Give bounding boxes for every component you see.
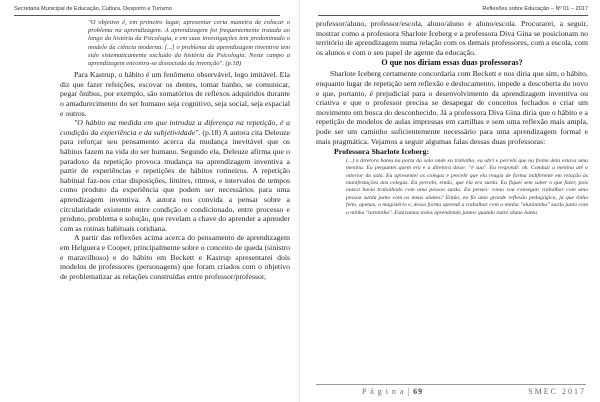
- paragraph-habit: Para Kastrup, o hábito é um fenômeno observável, logo imitável. Ela diz que fazer refeições, escovar os dentes, tomar banho, se comunicar, pegar ônibus, por exemplo, são somatórios de reflexos adquiridos durante o amadurecimento do ser humano seja cognitivo, seja social, seja espacial e outros.: [60, 70, 290, 118]
- left-body-column: [60, 19, 290, 380]
- right-running-head: Reflexões sobre Educação – Nº 01 – 2017: [318, 5, 588, 16]
- page-number-label: [362, 387, 423, 396]
- subheading-sharlote: Professora Sharlote Iceberg:: [334, 147, 430, 157]
- paragraph-deleuze: [60, 118, 290, 233]
- footer-brand: SMEC 2017: [528, 387, 586, 396]
- page-footer: [316, 384, 586, 399]
- inline-quote-habit: "O hábito na medida em que introduz a diferença na repetição, é a condição da experiência e da subjetividade".: [60, 118, 290, 137]
- paragraph-deleuze-text: (p.18) A autora cita Deleuze para reforçar seu pensamento acerca da mudança inevitável que os hábitos fazem na vida do ser humano. Segundo ela, Deleuze afirma que o paradoxo da repetição provoca mudança na aprendizagem inventiva a partir de experiências e repetições de hábitos rotineiros. A repetição habitual faz-nos criar disposições, limites, ritmos, e intervalos de tempos como produto da experiência que podem ser necessários para uma aprendizagem inventiva. A autora nos convida a pensar sobre a circularidade existente entre condição e condicionado, entre processo e produto, problema e solução, que revelam a chave do aprender a aprender com as rotinas habituais cotidiana.: [60, 127, 290, 233]
- block-quote-kastrup: "O objetivo é, em primeiro lugar, apresentar certa maneira de colocar o problema na aprendizagem. A aprendizagem foi frequentemente tratada ao longo da história da Psicologia, e em suas investigações tem predominado o modelo da ciência moderna. [...] o problema da aprendizagem inventiva tem sido sistematicamente excluído da história da Psicologia. Neste campo a aprendizagem encontra-se dissociada da invenção". (p.18): [88, 19, 290, 68]
- page-number: 69: [413, 387, 424, 396]
- left-running-head: Secretaria Municipal de Educação, Cultura, Desporto e Turismo: [14, 5, 280, 16]
- section-heading: O que nos diriam essas duas professoras?: [381, 58, 523, 68]
- right-page: [300, 0, 600, 402]
- block-quote-sharlote: (...) a diretora bateu na porta da sala onde eu trabalho, eu abri e percebi que na frente dela estava uma menina. Eu perguntei quem era e a diretora disse: "é sua". Eu respondi: ok. Conduzi a menina até o interior da sala. Eu apresentei os colegas e percebi que ela reagia de forma indiferente em relação às manifestações dos colegas. Eu percebi, então, que ela era surda. Eu fiquei sem saber o que fazer, pois nunca havia trabalhado com uma pessoa surda. Eu pensei: como vou conseguir trabalhar com uma pessoa surda junto com os meus alunos? Então, eu fiz uma grande reflexão pedagógica, já que tinha feito, apenas, o magistério e, dessa forma aprendi a trabalhar com a minha "alunininha" surda junto com a minha "turminha". Estávamos todos aprendendo juntos quando outro aluno bateu: [346, 157, 588, 216]
- paragraph-continuation: professor/aluno, professor/escola, aluno/aluno e aluno/escola. Procurarei, a seguir, mostrar como a professora Sharlote Iceberg e a professora Diva Gina se posicionam no território de aprendizagem numa relação com os demais professores, com a escola, com os alunos e com o seu papel de agente da educação.: [316, 19, 588, 57]
- right-body-column: [316, 19, 588, 380]
- paragraph-sharlote-diva: Sharlote Iceberg certamente concordaria com Beckett e nos diria que sim, o hábito, enquanto lugar de repetição sem reflexão e deslocamento, impede a descoberta do novo e que, portanto, é prejudicial para o desenvolvimento da aprendizagem inventiva ou criativa e que o professor precisa se desapegar de conceitos fechados e criar um movimento em busca do desconhecido. Já a professora Diva Gina diria que o hábito e a repetição de modelos de aulas impressas em cartilhas e sem uma reflexão mais ampla, pode ser um caminho suficientemente necessário para uma aprendizagem formal e mais pragmática. Vejamos a seguir algumas falas dessas duas professoras:: [316, 69, 588, 146]
- page-label: P á g i n a |: [362, 387, 411, 396]
- paragraph-reflections: A partir das reflexões acima acerca do pensamento de aprendizagem em Helguera e Cooper, principalmente sobre o conceito de queda (sinistro e maravilhoso) e do hábito em Beckett e Kastrup apresentarei dois modelos de professores (personagens) que foram criados com o objetivo de problematizar as relações construídas entre professor/professor,: [60, 233, 290, 281]
